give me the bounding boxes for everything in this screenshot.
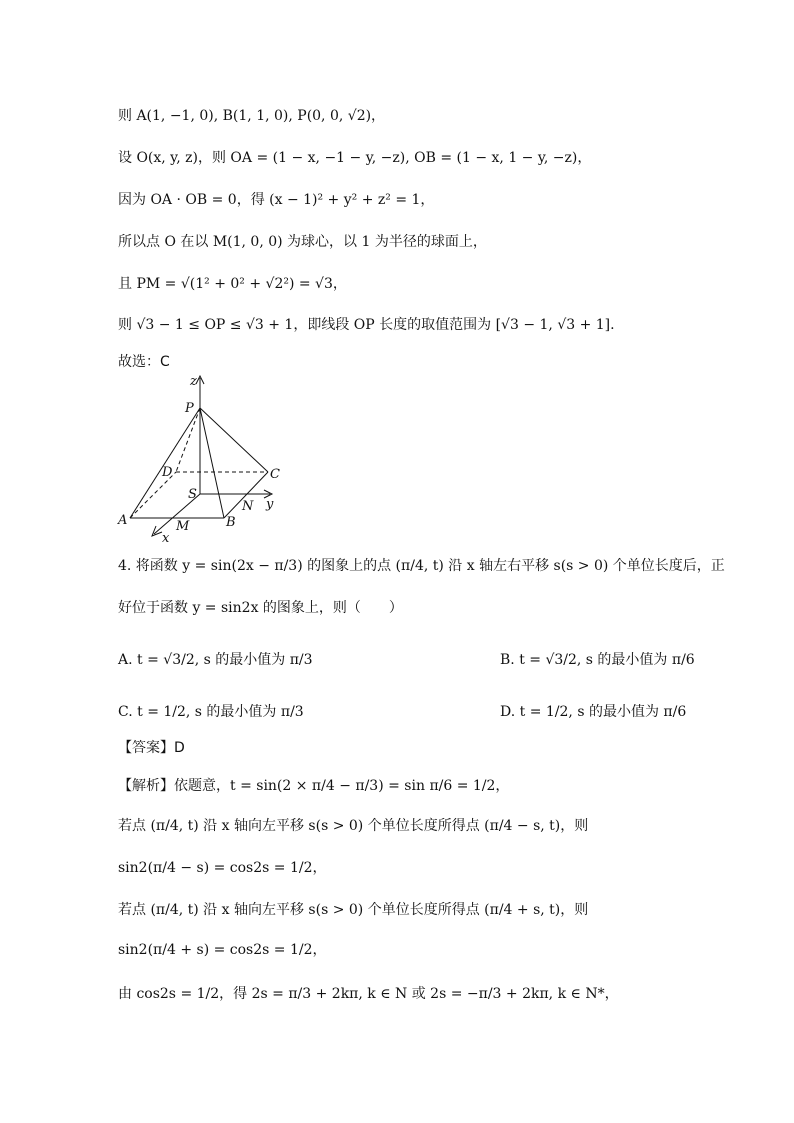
label-M: M (176, 519, 190, 534)
pyramid-figure (112, 370, 292, 545)
edge-PC (200, 408, 268, 472)
solution-line-5: 且 PM = √(1² + 0² + √2²) = √3， (118, 276, 347, 292)
label-N: N (242, 499, 254, 514)
analysis-line-2: 若点 (π/4, t) 沿 x 轴向左平移 s(s > 0) 个单位长度所得点 (π/4 − s, t)，则 (118, 818, 589, 834)
label-B: B (226, 515, 236, 530)
label-D: D (162, 465, 173, 480)
solution-line-6: 则 √3 − 1 ≤ OP ≤ √3 + 1，即线段 OP 长度的取值范围为 [√3 − 1, √3 + 1]. (118, 317, 615, 333)
choice-line: 故选：C (118, 354, 170, 370)
analysis-line-3: sin2(π/4 − s) = cos2s = 1/2， (118, 860, 327, 876)
analysis-line-4: 若点 (π/4, t) 沿 x 轴向左平移 s(s > 0) 个单位长度所得点 (π/4 + s, t)，则 (118, 902, 589, 918)
label-P: P (185, 401, 194, 416)
label-C: C (270, 467, 280, 482)
solution-line-3: 因为 OA · OB = 0，得 (x − 1)² + y² + z² = 1， (118, 192, 435, 208)
label-z: z (190, 374, 197, 389)
label-S: S (188, 487, 197, 502)
option-a: A. t = √3/2, s 的最小值为 π/3 (118, 652, 313, 668)
analysis-line-5: sin2(π/4 + s) = cos2s = 1/2， (118, 942, 327, 958)
solution-line-4: 所以点 O 在以 M(1, 0, 0) 为球心，以 1 为半径的球面上， (118, 234, 487, 250)
answer-label: 【答案】D (118, 740, 185, 756)
option-b: B. t = √3/2, s 的最小值为 π/6 (500, 652, 695, 668)
question-line-2: 好位于函数 y = sin2x 的图象上，则（ ） (118, 600, 403, 616)
label-A: A (118, 513, 128, 528)
label-y: y (266, 497, 274, 512)
question-line-1: 4. 将函数 y = sin(2x − π/3) 的图象上的点 (π/4, t) 沿 x 轴左右平移 s(s > 0) 个单位长度后，正 (118, 558, 725, 574)
solution-line-2: 设 O(x, y, z)，则 OA = (1 − x, −1 − y, −z), OB = (1 − x, 1 − y, −z)， (118, 150, 592, 166)
analysis-line-6: 由 cos2s = 1/2，得 2s = π/3 + 2kπ, k ∈ N 或 2s = −π/3 + 2kπ, k ∈ N*， (118, 986, 619, 1002)
analysis-line-1: 【解析】依题意，t = sin(2 × π/4 − π/3) = sin π/6 = 1/2， (118, 778, 510, 794)
solution-line-1: 则 A(1, −1, 0), B(1, 1, 0), P(0, 0, √2)， (118, 108, 386, 124)
option-d: D. t = 1/2, s 的最小值为 π/6 (500, 704, 687, 720)
edge-PB (200, 408, 224, 518)
label-x: x (162, 531, 170, 545)
option-c: C. t = 1/2, s 的最小值为 π/3 (118, 704, 304, 720)
